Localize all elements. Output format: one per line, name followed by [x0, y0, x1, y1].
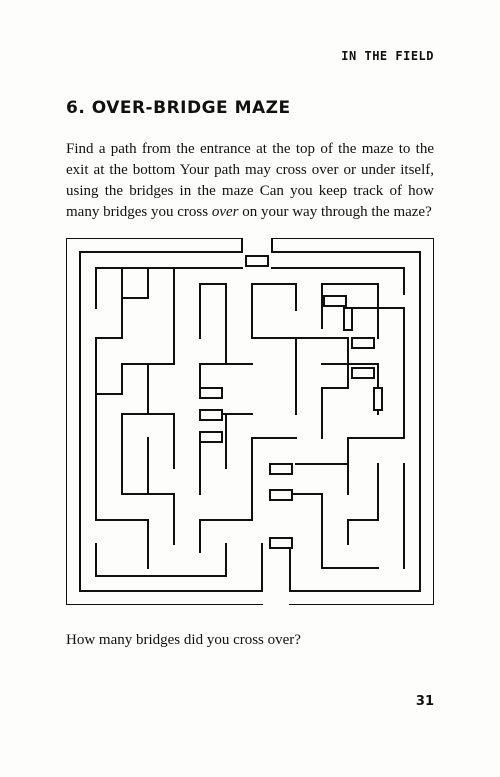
maze-diagram: [66, 238, 434, 605]
page-number: 31: [415, 694, 434, 709]
puzzle-title: 6. OVER-BRIDGE MAZE: [66, 98, 291, 118]
instructions-text-start: Find a path from the entrance at the top of the maze to the exit at the bottom Your path may cross over or under itself, using the bridges in the maze Can you keep track of how many bridges you cross: [66, 141, 434, 220]
maze-walls: [96, 268, 404, 591]
puzzle-instructions: [66, 139, 434, 223]
maze-bridges: [200, 256, 382, 548]
bridge-count-question: How many bridges did you cross over?: [66, 632, 301, 648]
running-head: IN THE FIELD: [341, 49, 434, 63]
instructions-text-end: on your way through the maze?: [238, 204, 432, 220]
instructions-emphasis: over: [211, 204, 239, 220]
